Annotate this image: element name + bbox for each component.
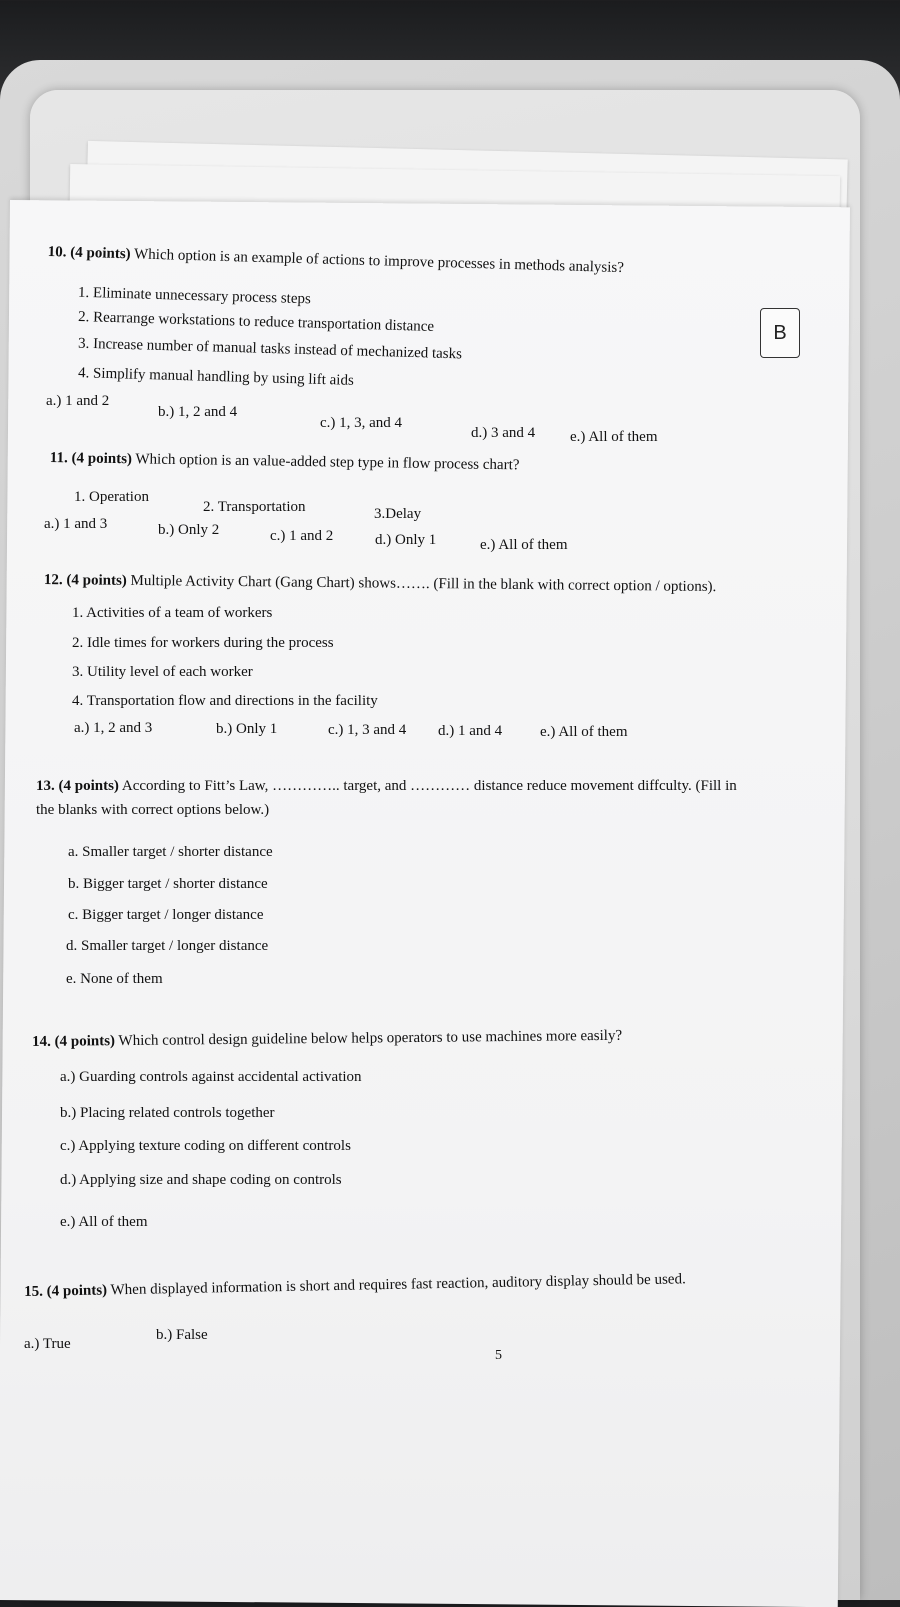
answer-badge (760, 308, 800, 358)
question-points: (4 points) (70, 244, 131, 263)
question-text: Which control design guideline below helps operators to use machines more easily? (118, 1027, 623, 1050)
question-text: When displayed information is short and requires fast reaction, auditory display should be used. (110, 1271, 686, 1299)
list-item: 2. Transportation (203, 499, 306, 515)
answer-option[interactable]: a.) True (24, 1336, 71, 1352)
list-item: 2. Idle times for workers during the process (72, 635, 334, 651)
answer-option[interactable]: a.) 1 and 2 (46, 393, 110, 409)
list-item: 1. Operation (74, 489, 149, 505)
question-text: Which option is an example of actions to improve processes in methods analysis? (133, 246, 625, 277)
list-item: 2. Rearrange workstations to reduce transportation distance (77, 309, 435, 335)
list-item: 4. Simplify manual handling by using lift aids (77, 365, 354, 389)
answer-option[interactable]: e. None of them (66, 971, 163, 987)
question-number: 13. (36, 778, 55, 794)
page-number: 5 (495, 1348, 502, 1363)
answer-option[interactable]: b.) Placing related controls together (60, 1105, 275, 1121)
question-13 (36, 777, 737, 795)
answer-option[interactable]: d.) Applying size and shape coding on controls (60, 1172, 342, 1188)
question-text: Multiple Activity Chart (Gang Chart) shows……. (Fill in the blank with correct option / options). (130, 572, 717, 596)
question-number: 14. (32, 1033, 51, 1050)
question-points: (4 points) (71, 450, 133, 468)
question-text: Which option is an value-added step type in flow process chart? (135, 451, 520, 474)
list-item: 1. Activities of a team of workers (72, 605, 273, 621)
list-item: 4. Transportation flow and directions in the facility (72, 693, 378, 709)
question-number: 12. (43, 571, 63, 589)
answer-option[interactable]: a.) 1, 2 and 3 (74, 720, 153, 736)
answer-option[interactable]: b. Bigger target / shorter distance (68, 876, 268, 892)
question-number: 15. (24, 1283, 44, 1300)
question-text-continued: the blanks with correct options below.) (36, 802, 270, 818)
list-item: 3. Increase number of manual tasks instead of mechanized tasks (77, 335, 463, 363)
answer-option[interactable]: a. Smaller target / shorter distance (68, 844, 273, 860)
answer-option[interactable]: b.) 1, 2 and 4 (158, 404, 238, 420)
answer-option[interactable]: e.) All of them (570, 429, 658, 445)
answer-option[interactable]: c.) Applying texture coding on different controls (60, 1138, 351, 1154)
answer-option[interactable]: a.) Guarding controls against accidental activation (60, 1069, 362, 1085)
question-points: (4 points) (58, 778, 119, 794)
question-points: (4 points) (46, 1282, 108, 1300)
answer-badge-letter: B (773, 321, 787, 344)
list-item: 3.Delay (374, 506, 422, 522)
answer-option[interactable]: d.) 3 and 4 (471, 425, 536, 441)
answer-option[interactable]: c.) 1, 3, and 4 (320, 415, 403, 431)
answer-option[interactable]: c.) 1, 3 and 4 (328, 722, 407, 738)
answer-option[interactable]: e.) All of them (60, 1214, 148, 1230)
answer-option[interactable]: b.) Only 2 (158, 522, 220, 538)
question-text: According to Fitt’s Law, ………….. target, and ………… distance reduce movement diffculty. (Fill in (121, 778, 737, 794)
answer-option[interactable]: d.) 1 and 4 (438, 723, 503, 739)
list-item: 3. Utility level of each worker (72, 664, 253, 680)
question-number: 11. (49, 449, 68, 467)
answer-option[interactable]: d. Smaller target / longer distance (66, 938, 269, 954)
list-item: 1. Eliminate unnecessary process steps (77, 284, 312, 308)
answer-option[interactable]: a.) 1 and 3 (44, 516, 108, 532)
answer-option[interactable]: c. Bigger target / longer distance (68, 907, 264, 923)
question-points: (4 points) (54, 1033, 116, 1050)
question-number: 10. (47, 243, 67, 261)
answer-option[interactable]: b.) Only 1 (216, 721, 278, 737)
exam-page (0, 200, 850, 1607)
answer-option[interactable]: e.) All of them (480, 537, 568, 553)
answer-option[interactable]: e.) All of them (540, 724, 628, 740)
answer-option[interactable]: c.) 1 and 2 (270, 528, 334, 544)
question-points: (4 points) (66, 572, 127, 589)
answer-option[interactable]: d.) Only 1 (375, 532, 437, 548)
answer-option[interactable]: b.) False (156, 1327, 208, 1343)
